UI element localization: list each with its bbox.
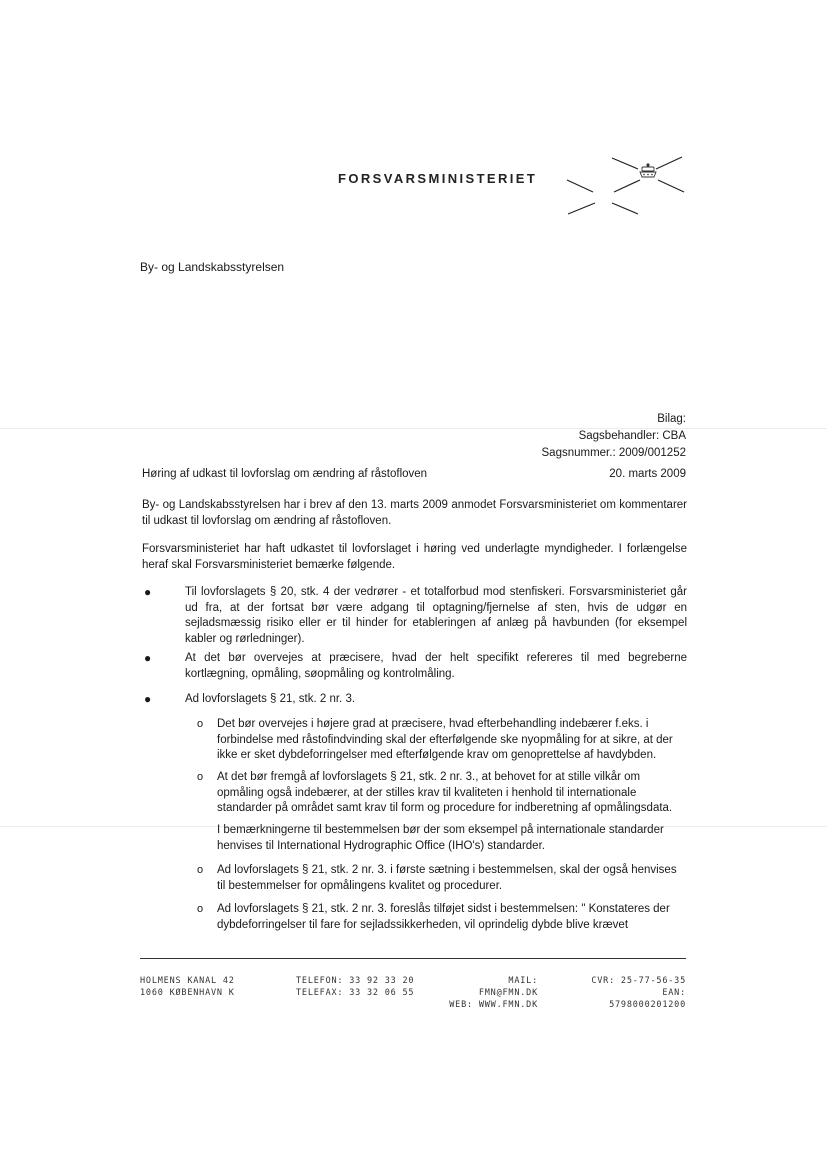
sub-list-item-text: Ad lovforslagets § 21, stk. 2 nr. 3. foreslås tilføjet sidst i bestemmelsen: " Konstateres der dybdeforringelser til fare for sejladssikkerheden, vil oprindelig dybde blive krævet [217,903,670,931]
footer-telefon: TELEFON: 33 92 33 20 [296,976,415,986]
footer-web [446,975,538,1011]
sub-list-item-text: Ad lovforslagets § 21, stk. 2 nr. 3. i første sætning i bestemmelsen, skal der også henvises til bestemmelser for opmålingens kvalitet og procedurer. [217,864,677,892]
sub-list-item-text: Det bør overvejes i højere grad at præcisere, hvad efterbehandling indebærer f.eks. i forbindelse med råstofindvinding skal der efterfølgende ske nyopmåling for at sikre, at der ikke er sket dybdeforringelser med efterfølgende krav om genoprettelse af havdybden. [217,718,673,761]
circle-bullet-icon: o [197,903,204,915]
sagsbehandler-label: Sagsbehandler: CBA [578,430,686,442]
footer-telefax: TELEFAX: 33 32 06 55 [296,988,415,998]
circle-bullet-icon: o [197,718,204,730]
footer-divider [140,958,686,959]
footer-cvr: CVR: 25-77-56-35 [591,976,686,986]
sagsnummer-label: Sagsnummer.: 2009/001252 [541,447,686,459]
circle-bullet-icon: o [197,771,204,783]
bullet-icon: ● [144,651,152,665]
list-item-text: Til lovforslagets § 20, stk. 4 der vedrører - et totalforbud mod stenfiskeri. Forsvarsministeriet går ud fra, at der fortsat bør være adgang til optagning/fjernelse af sten, hvis de udgør en sejladsmæssig risiko eller er til hinder for etableringen af anlæg på havbunden (for eksempel kabler og rørledninger). [185,586,687,645]
footer-mail: MAIL: FMN@FMN.DK [478,976,538,998]
list-item-text: Ad lovforslagets § 21, stk. 2 nr. 3. [185,693,356,705]
body-paragraph: Forsvarsministeriet har haft udkastet til lovforslaget i høring ved underlagte myndigheder. I forlængelse heraf skal Forsvarsministeriet bemærke følgende. [142,543,687,571]
letter-subject: Høring af udkast til lovforslag om ændring af råstofloven [142,468,428,480]
footer-address-line: HOLMENS KANAL 42 [140,976,235,986]
body-paragraph: By- og Landskabsstyrelsen har i brev af den 13. marts 2009 anmodet Forsvarsministeriet om kommentarer til udkast til lovforslag om ændring af råstofloven. [142,499,687,527]
bilag-label: Bilag: [657,413,686,425]
sub-list-item-text: At det bør fremgå af lovforslagets § 21, stk. 2 nr. 3., at behovet for at stille vilkår om opmåling også indebærer, at der stilles krav til kvaliteten i henhold til internationale standarder på området samt krav til form og procedure for indberetning af opmålingsdata. [217,771,673,814]
footer-web-address: WEB: WWW.FMN.DK [449,1000,538,1010]
circle-bullet-icon: o [197,864,204,876]
footer-ean: EAN: 5798000201200 [609,988,686,1010]
list-item-text: At det bør overvejes at præcisere, hvad der helt specifikt refereres til med begreberne kortlægning, opmåling, søopmåling og kontrolmåling. [185,652,687,680]
ministry-name: FORSVARSMINISTERIET [338,171,538,186]
footer-address [140,975,235,999]
sub-list-item-text: I bemærkningerne til bestemmelsen bør der som eksempel på internationale standarder henvises til International Hydrographic Office (IHO's) standarder. [217,824,664,852]
footer-address-line: 1060 KØBENHAVN K [140,988,235,998]
bullet-icon: ● [144,692,152,706]
bullet-icon: ● [144,585,152,599]
letter-date: 20. marts 2009 [609,468,686,480]
footer-registration [580,975,686,1011]
recipient-name: By- og Landskabsstyrelsen [140,260,285,274]
footer-phone [296,975,414,999]
